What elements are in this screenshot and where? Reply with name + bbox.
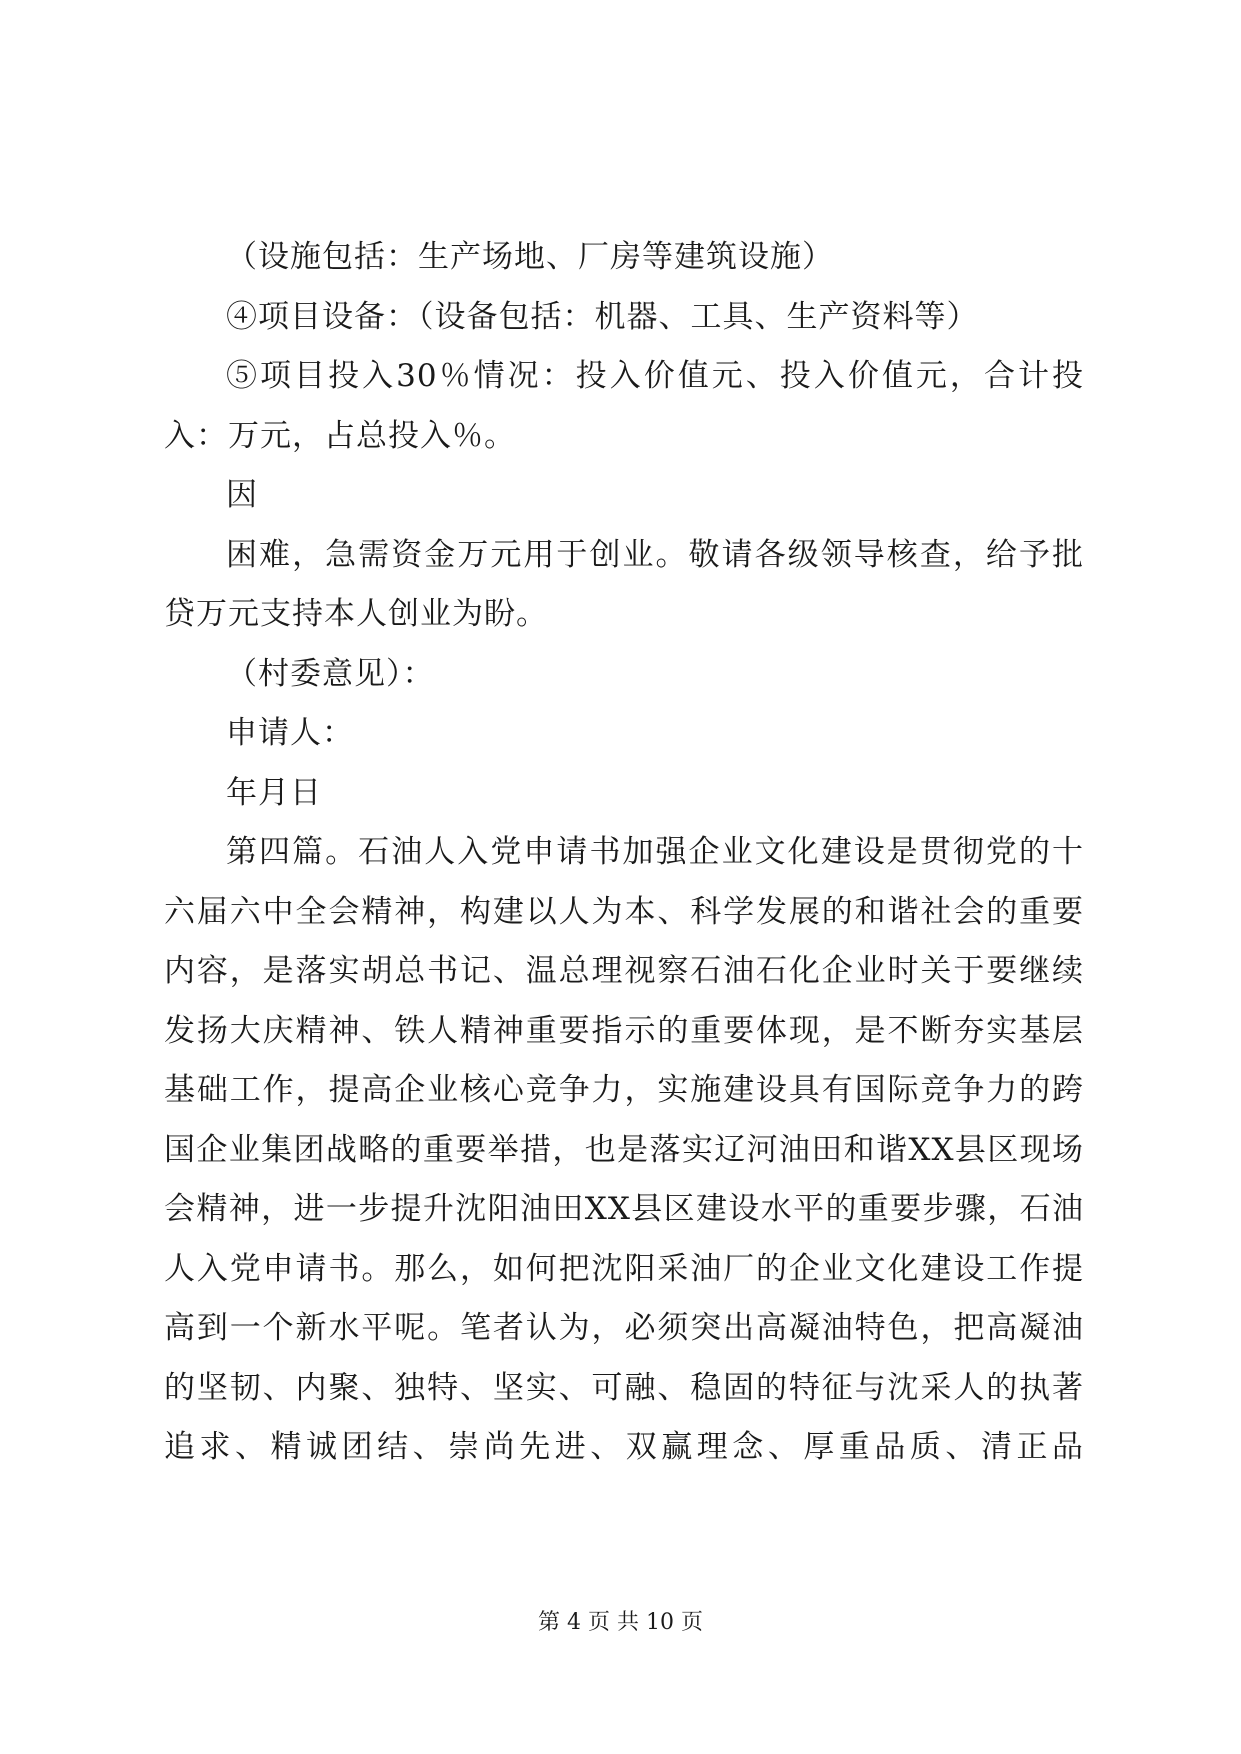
paragraph-chapter-four: 第四篇。石油人入党申请书加强企业文化建设是贯彻党的十六届六中全会精神，构建以人为本、科学发展的和谐社会的重要内容，是落实胡总书记、温总理视察石油石化企业时关于要继续发扬大庆精神、铁人精神重要指示的重要体现，是不断夯实基层基础工作，提高企业核心竞争力，实施建设具有国际竞争力的跨国企业集团战略的重要举措，也是落实辽河油田和谐XX县区现场会精神，进一步提升沈阳油田XX县区建设水平的重要步骤，石油人入党申请书。那么，如何把沈阳采油厂的企业文化建设工作提高到一个新水平呢。笔者认为，必须突出高凝油特色，把高凝油的坚韧、内聚、独特、坚实、可融、稳固的特征与沈采人的执著追求、精诚团结、崇尚先进、双赢理念、厚重品质、清正品 (164, 834, 1084, 1465)
paragraph-applicant: 申请人： (226, 715, 354, 751)
page-number-footer: 第 4 页 共 10 页 (538, 1610, 703, 1635)
paragraph-difficulty: 困难，急需资金万元用于创业。敬请各级领导核查，给予批贷万元支持本人创业为盼。 (164, 536, 1084, 632)
paragraph-reason: 因 (226, 477, 258, 513)
paragraph-date: 年月日 (226, 774, 322, 811)
paragraph-village-opinion: （村委意见）： (226, 655, 435, 692)
paragraph-facilities: （设施包括：生产场地、厂房等建筑设施） (226, 239, 834, 275)
paragraph-equipment: ④项目设备：（设备包括：机器、工具、生产资料等） (226, 298, 979, 335)
paragraph-investment: ⑤项目投入30％情况：投入价值元、投入价值元，合计投入：万元，占总投入％。 (164, 358, 1084, 454)
document-body (164, 228, 1084, 1478)
